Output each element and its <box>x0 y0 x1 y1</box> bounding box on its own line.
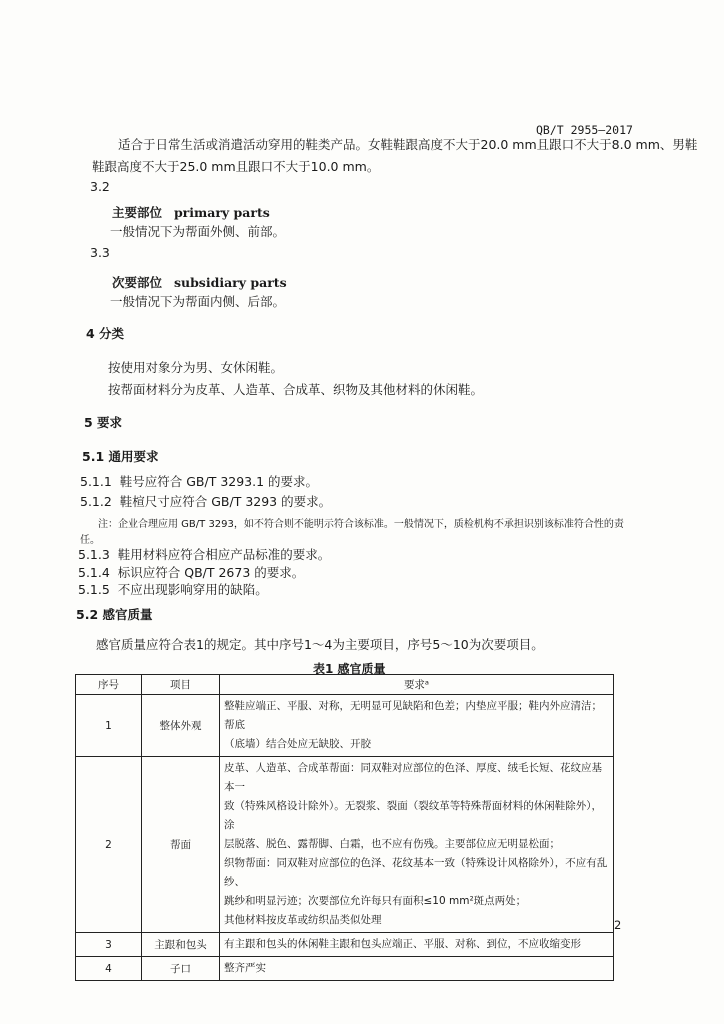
heading-4-classification: 4 分类 <box>86 326 125 341</box>
heading-5-2: 5.2 感官质量 <box>76 607 153 622</box>
row-number: 3 <box>76 933 142 957</box>
definition-primary-parts: 一般情况下为帮面外侧、前部。 <box>110 224 286 239</box>
term-primary-parts <box>112 203 270 221</box>
requirement-line: 整齐严实 <box>224 962 266 974</box>
table-row <box>76 933 614 957</box>
requirement-line: （底墙）结合处应无缺胶、开胶 <box>224 738 371 750</box>
header-cell-item: 项目 <box>142 675 220 695</box>
table-title: 表1 感官质量 <box>313 662 386 676</box>
row-requirement <box>220 933 614 957</box>
page-number: 2 <box>614 918 622 932</box>
clause-5-1-3 <box>78 545 330 563</box>
row-number: 1 <box>76 695 142 757</box>
table-row <box>76 695 614 757</box>
standard-number: QB/T 2955—2017 <box>536 123 633 137</box>
row-number: 2 <box>76 757 142 933</box>
clause-5-1-1 <box>80 472 318 490</box>
clause-5-1-2 <box>80 492 331 510</box>
intro-line-2: 鞋跟高度不大于25.0 mm且跟口不大于10.0 mm。 <box>92 159 380 174</box>
row-item: 帮面 <box>142 757 220 933</box>
section-number-3-3: 3.3 <box>90 245 110 260</box>
requirement-line: 跳纱和明显污迹；次要部位允许每只有面积≤10 mm²斑点两处； <box>224 895 527 907</box>
sensory-quality-text: 感官质量应符合表1的规定。其中序号1～4为主要项目，序号5～10为次要项目。 <box>96 637 544 652</box>
clause-text: 鞋号应符合 GB/T 3293.1 的要求。 <box>119 474 319 489</box>
requirement-line: 致（特殊风格设计除外）。无裂浆、裂面（裂纹革等特殊帮面材料的休闲鞋除外），涂 <box>224 800 602 831</box>
table-row <box>76 957 614 981</box>
intro-line-1: 适合于日常生活或消遣活动穿用的鞋类产品。女鞋鞋跟高度不大于20.0 mm且跟口不大于8.0 mm、男鞋 <box>118 137 698 152</box>
clause-text: 鞋用材料应符合相应产品标准的要求。 <box>117 547 331 562</box>
header-cell-requirement: 要求ᵃ <box>220 675 614 695</box>
requirement-line: 整鞋应端正、平服、对称，无明显可见缺陷和色差；内垫应平服；鞋内外应清洁；帮底 <box>224 700 602 731</box>
row-requirement <box>220 757 614 933</box>
term-subsidiary-parts <box>112 273 287 291</box>
clause-number: 5.1.2 <box>80 494 112 509</box>
requirement-line: 皮革、人造革、合成革帮面：同双鞋对应部位的色泽、厚度、绒毛长短、花纹应基本一 <box>224 762 602 793</box>
clause-number: 5.1.5 <box>78 582 110 597</box>
definition-subsidiary-parts: 一般情况下为帮面内侧、后部。 <box>110 294 286 309</box>
clause-number: 5.1.4 <box>78 565 110 580</box>
clause-5-1-4 <box>78 563 304 581</box>
row-requirement <box>220 957 614 981</box>
term-en: primary parts <box>173 205 270 220</box>
clause-number: 5.1.3 <box>78 547 110 562</box>
term-cn: 主要部位 <box>112 205 163 220</box>
row-item: 整体外观 <box>142 695 220 757</box>
heading-5-1: 5.1 通用要求 <box>82 449 159 464</box>
note-line-2: 任。 <box>80 535 100 546</box>
requirement-line: 其他材料按皮革或纺织品类似处理 <box>224 914 382 926</box>
clause-5-1-5 <box>78 580 268 598</box>
row-requirement <box>220 695 614 757</box>
sensory-quality-table <box>75 674 614 981</box>
section-number-3-2: 3.2 <box>90 179 110 194</box>
clause-number: 5.1.1 <box>80 474 112 489</box>
note-line-1: 注：企业合理应用 GB/T 3293，如不符合则不能明示符合该标准。一般情况下，质检机构不承担识别该标准符合性的责 <box>98 519 624 530</box>
requirement-line: 有主跟和包头的休闲鞋主跟和包头应端正、平服、对称、到位，不应收缩变形 <box>224 938 581 950</box>
classification-line-1: 按使用对象分为男、女休闲鞋。 <box>108 360 284 375</box>
term-cn: 次要部位 <box>112 275 163 290</box>
row-item: 子口 <box>142 957 220 981</box>
row-number: 4 <box>76 957 142 981</box>
table-row <box>76 757 614 933</box>
clause-text: 标识应符合 QB/T 2673 的要求。 <box>117 565 305 580</box>
table-header-row <box>76 675 614 695</box>
clause-text: 不应出现影响穿用的缺陷。 <box>117 582 268 597</box>
row-item: 主跟和包头 <box>142 933 220 957</box>
clause-text: 鞋楦尺寸应符合 GB/T 3293 的要求。 <box>119 494 332 509</box>
requirement-line: 层脱落、脱色、露帮脚、白霜，也不应有伤残。主要部位应无明显松面； <box>224 838 560 850</box>
term-en: subsidiary parts <box>173 275 287 290</box>
classification-line-2: 按帮面材料分为皮革、人造革、合成革、织物及其他材料的休闲鞋。 <box>108 382 484 397</box>
heading-5-requirements: 5 要求 <box>84 415 123 430</box>
requirement-line: 织物帮面：同双鞋对应部位的色泽、花纹基本一致（特殊设计风格除外），不应有乱纱、 <box>224 857 608 888</box>
header-cell-no: 序号 <box>76 675 142 695</box>
